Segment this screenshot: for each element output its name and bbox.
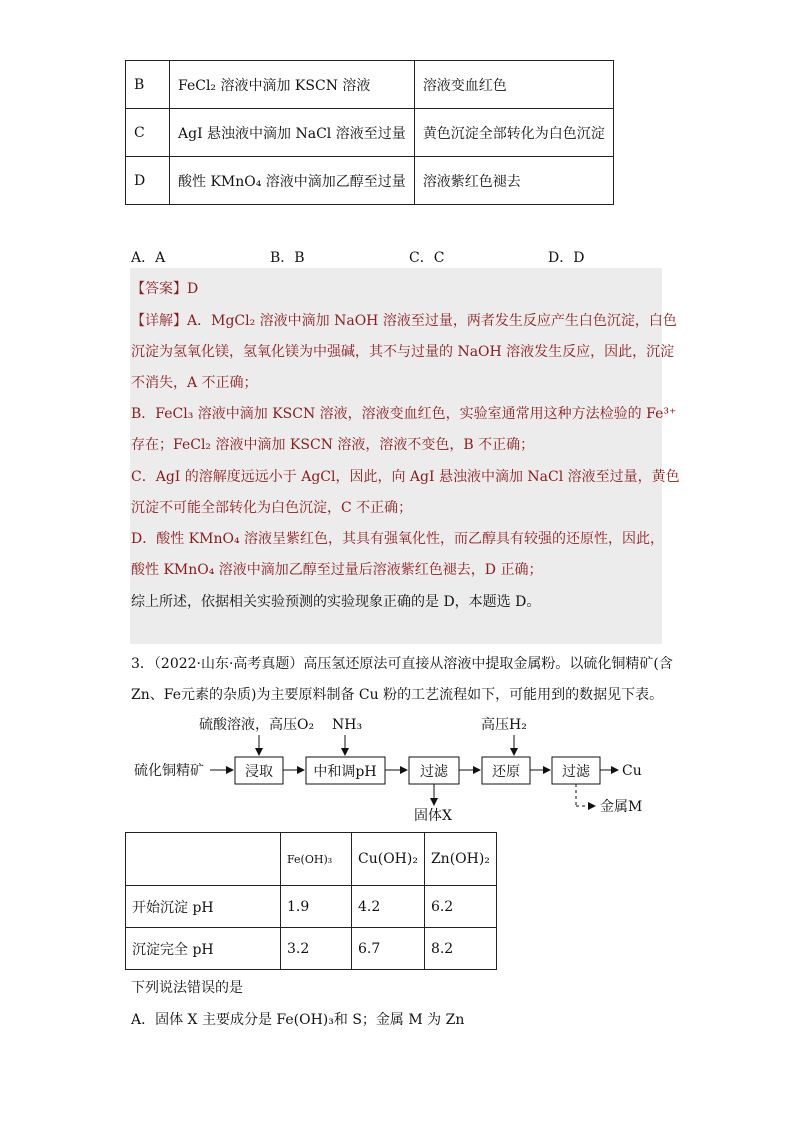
operation-cell: FeCl₂ 溶液中滴加 KSCN 溶液 <box>170 61 415 109</box>
table-cell: 6.2 <box>424 886 496 928</box>
metal-m-label: 金属M <box>600 799 643 815</box>
product-label: Cu <box>622 763 642 779</box>
operation-cell: 酸性 KMnO₄ 溶液中滴加乙醇至过量 <box>170 157 415 205</box>
explanation-line: D．酸性 KMnO₄ 溶液呈紫红色，其具有强氧化性，而乙醇具有较强的还原性，因此， <box>131 531 665 547</box>
explanation-line: 沉淀为氢氧化镁，氢氧化镁为中强碱，其不与过量的 NaOH 溶液发生反应，因此，沉淀 <box>131 344 675 360</box>
reagent-label: 高压H₂ <box>481 717 527 733</box>
step-leach: 浸取 <box>245 764 273 780</box>
answer-label: 【答案】D <box>131 281 199 297</box>
step-reduce: 还原 <box>492 764 520 780</box>
precipitation-ph-table <box>125 832 497 970</box>
explanation-line: 【详解】A．MgCl₂ 溶液中滴加 NaOH 溶液至过量，两者发生反应产生白色沉淀，白色 <box>131 313 677 329</box>
table-cell: 4.2 <box>352 886 425 928</box>
option-cell: B <box>126 61 170 109</box>
header-cell: Cu(OH)₂ <box>352 833 425 886</box>
explanation-line: 存在；FeCl₂ 溶液中滴加 KSCN 溶液，溶液不变色，B 不正确； <box>131 437 535 453</box>
option-cell: C <box>126 109 170 157</box>
operation-cell: AgI 悬浊液中滴加 NaCl 溶液至过量 <box>170 109 415 157</box>
row-label: 沉淀完全 pH <box>126 928 281 970</box>
header-cell: Fe(OH)₃ <box>281 833 352 886</box>
reagent-label: NH₃ <box>332 717 363 733</box>
explanation-line: 酸性 KMnO₄ 溶液中滴加乙醇至过量后溶液紫红色褪去，D 正确； <box>131 562 543 578</box>
step-filter: 过滤 <box>562 764 590 780</box>
question-line: 3．（2022·山东·高考真题）高压氢还原法可直接从溶液中提取金属粉。以硫化铜精矿(含 <box>131 656 673 672</box>
choice-d[interactable]: D．D <box>548 250 585 266</box>
table-row <box>126 886 497 928</box>
solid-x-label: 固体X <box>414 808 452 824</box>
phenomenon-cell: 溶液变血红色 <box>414 61 613 109</box>
step-neutralize: 中和调pH <box>313 764 377 780</box>
table-cell: 3.2 <box>281 928 352 970</box>
table-row <box>126 928 497 970</box>
reagent-label: 硫酸溶液，高压O₂ <box>199 717 315 733</box>
explanation-summary: 综上所述，依据相关实验预测的实验现象正确的是 D，本题选 D。 <box>131 594 541 610</box>
explanation-line: 沉淀不可能全部转化为白色沉淀，C 不正确； <box>131 500 413 516</box>
header-cell: Zn(OH)₂ <box>424 833 496 886</box>
choice-c[interactable]: C．C <box>409 250 445 266</box>
row-label: 开始沉淀 pH <box>126 886 281 928</box>
explanation-line: 不消失，A 不正确； <box>131 375 258 391</box>
table-cell: 6.7 <box>352 928 425 970</box>
option-a-text[interactable]: A．固体 X 主要成分是 Fe(OH)₃和 S；金属 M 为 Zn <box>131 1012 465 1028</box>
phenomenon-cell: 黄色沉淀全部转化为白色沉淀 <box>414 109 613 157</box>
table-cell: 8.2 <box>424 928 496 970</box>
phenomenon-cell: 溶液紫红色褪去 <box>414 157 613 205</box>
explanation-line: B．FeCl₃ 溶液中滴加 KSCN 溶液，溶液变血红色，实验室通常用这种方法检验的 Fe³⁺ <box>131 406 677 422</box>
step-filter: 过滤 <box>420 764 448 780</box>
choice-b[interactable]: B．B <box>270 250 305 266</box>
question-stem: 下列说法错误的是 <box>131 980 243 996</box>
raw-material-label: 硫化铜精矿 <box>134 763 204 779</box>
header-cell <box>126 833 281 886</box>
table-header-row <box>126 833 497 886</box>
option-cell: D <box>126 157 170 205</box>
explanation-line: C．AgI 的溶解度远远小于 AgCl，因此，向 AgI 悬浊液中滴加 NaCl 溶液至过量，黄色 <box>131 469 680 485</box>
table-cell: 1.9 <box>281 886 352 928</box>
choice-a[interactable]: A．A <box>131 250 166 266</box>
question-line: Zn、Fe元素的杂质)为主要原料制备 Cu 粉的工艺流程如下，可能用到的数据见下表。 <box>131 687 664 703</box>
